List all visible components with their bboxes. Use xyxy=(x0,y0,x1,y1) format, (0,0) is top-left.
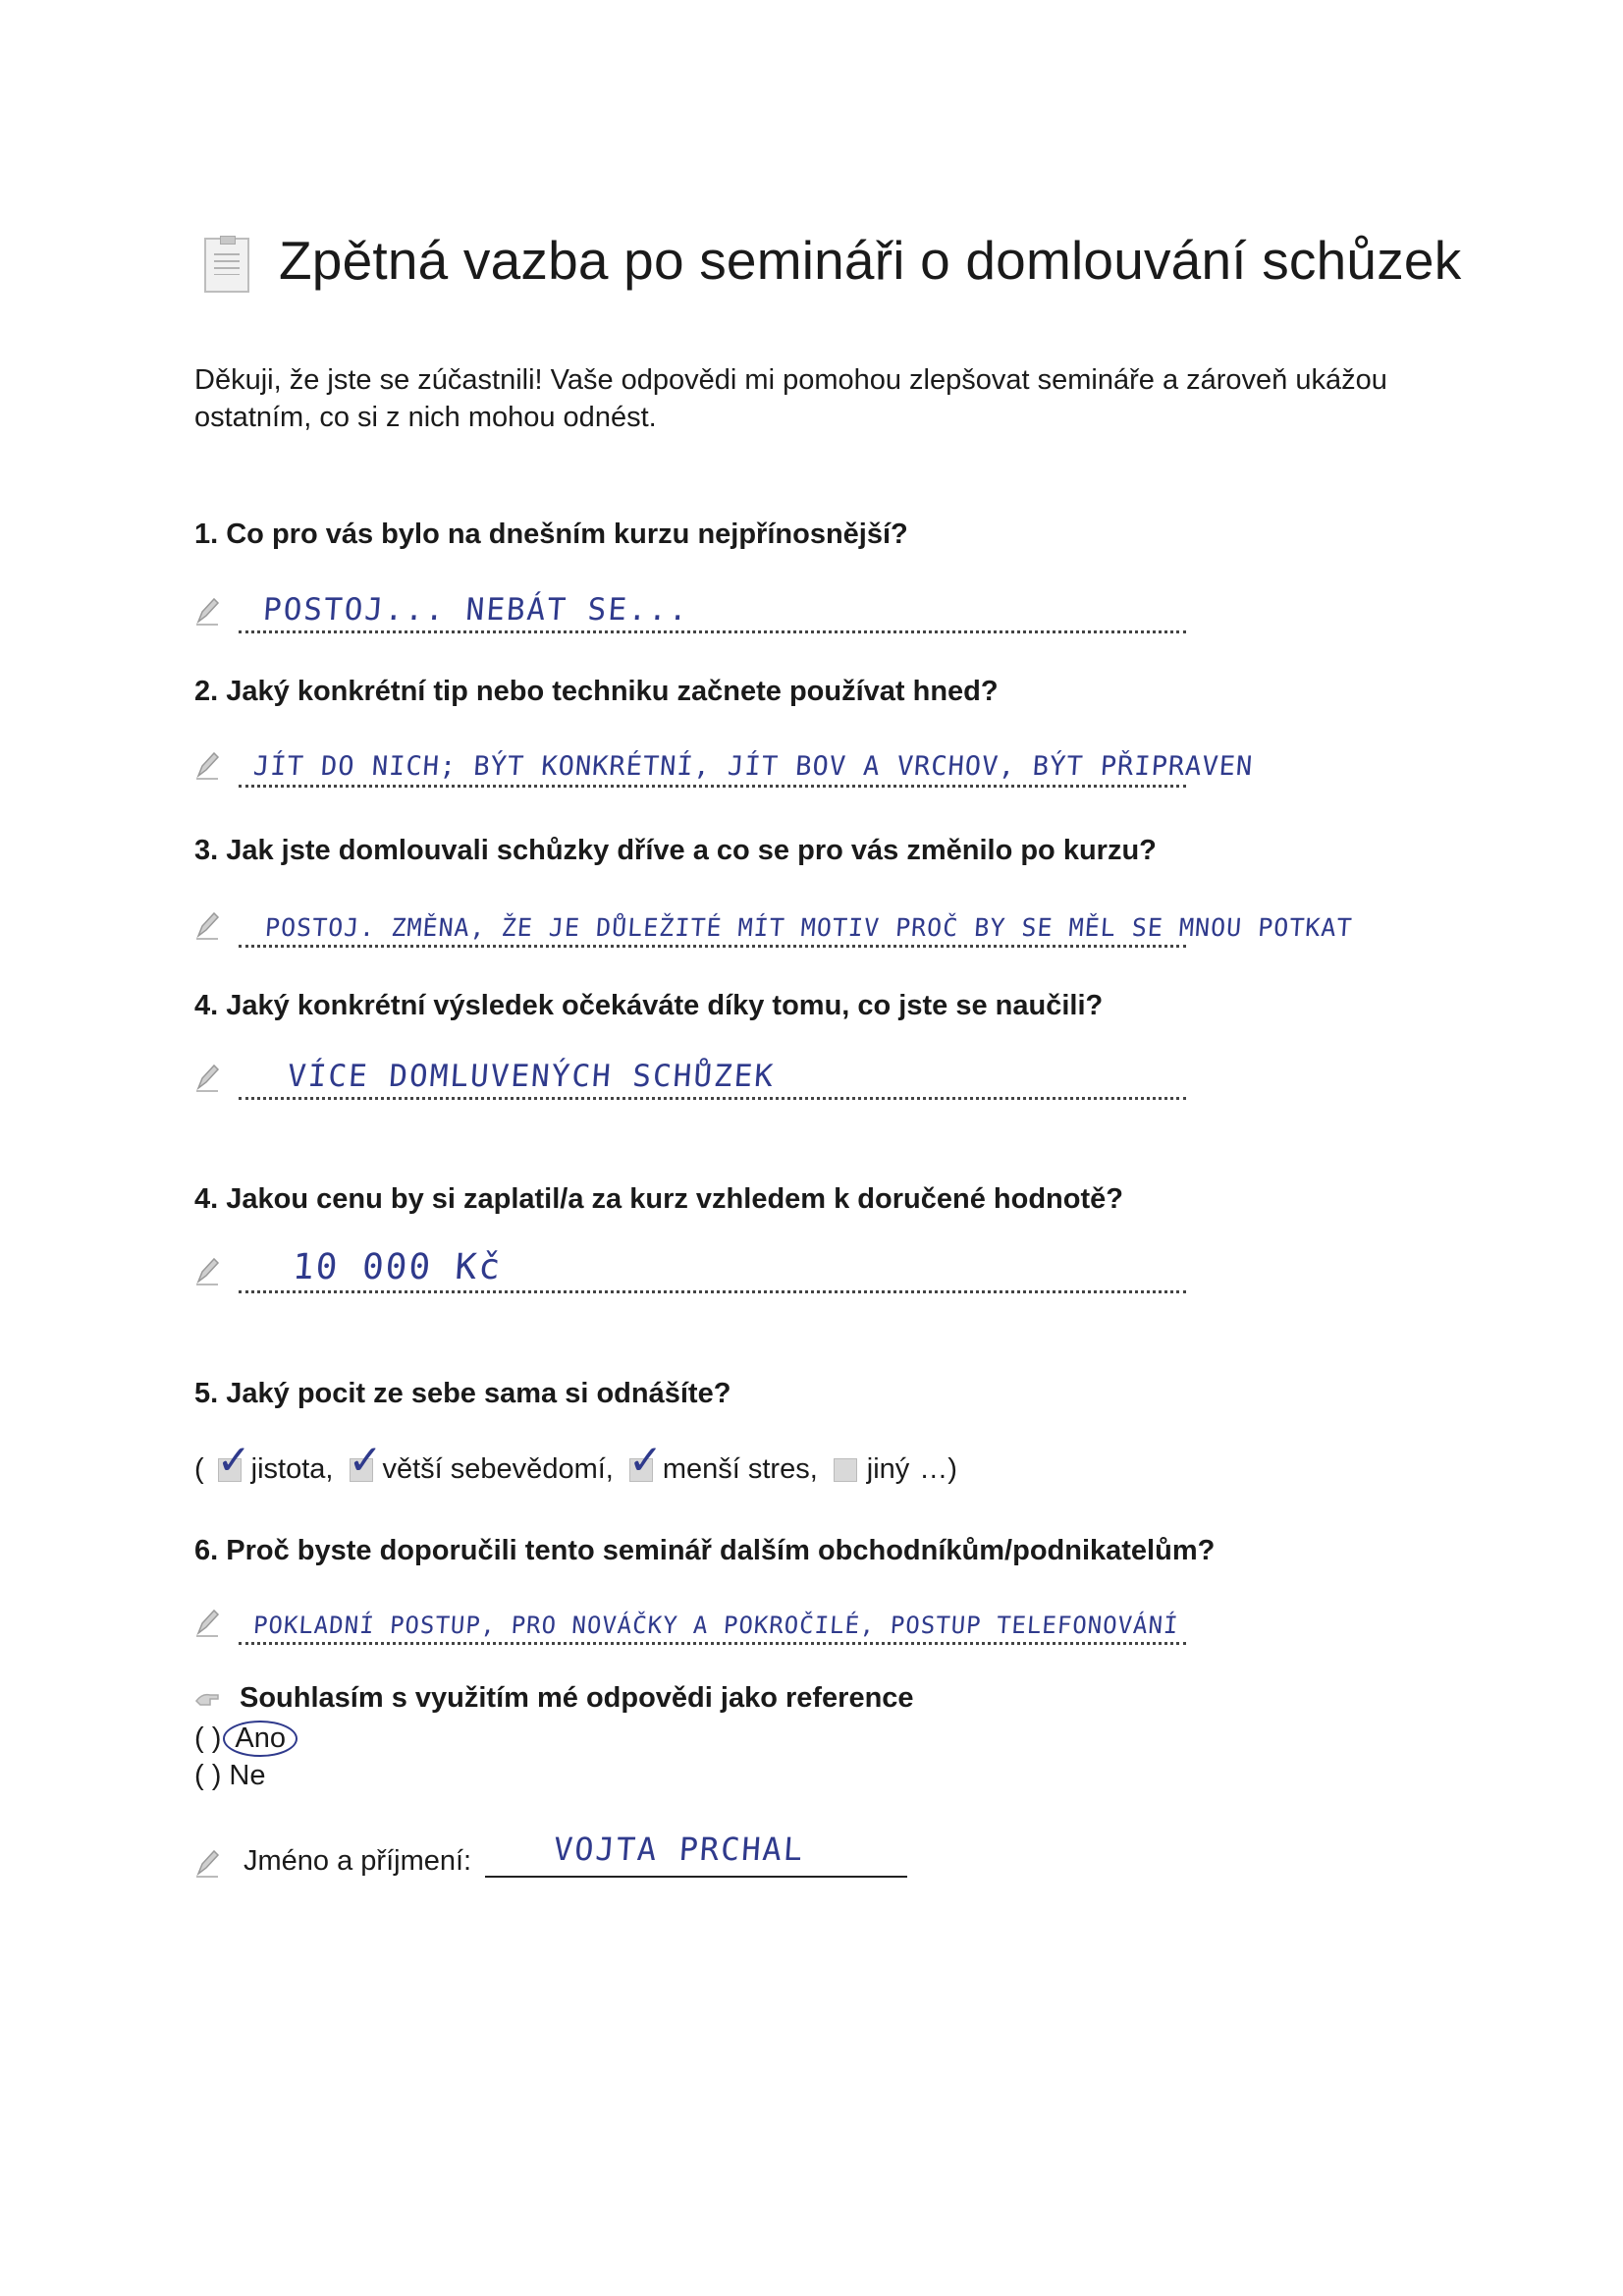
pencil-icon xyxy=(194,750,220,780)
question-2-label: 2. Jaký konkrétní tip nebo techniku začnete používat hned? xyxy=(194,676,999,707)
question-4-answer-field[interactable] xyxy=(194,1051,1186,1100)
question-2-answer: JÍT DO NICH; BÝT KONKRÉTNÍ, JÍT BOV A VRCHOV, BÝT PŘIPRAVEN xyxy=(251,751,1255,782)
answer-dotted-line xyxy=(239,945,1186,948)
question-price-label: 4. Jakou cenu by si zaplatil/a za kurz vzhledem k doručené hodnotě? xyxy=(194,1183,1123,1215)
question-6-label: 6. Proč byste doporučili tento seminář dalším obchodníkům/podnikatelům? xyxy=(194,1535,1216,1566)
name-input[interactable] xyxy=(485,1831,907,1878)
question-price-answer-field[interactable] xyxy=(194,1244,1186,1293)
answer-dotted-line xyxy=(239,1290,1186,1293)
checkbox-jistota[interactable] xyxy=(218,1458,242,1482)
answer-dotted-line xyxy=(239,1097,1186,1100)
consent-header xyxy=(194,1682,914,1715)
clipboard-icon xyxy=(204,238,249,293)
checkbox-jiny[interactable] xyxy=(834,1458,857,1482)
question-6-answer: POKLADNÍ POSTUP, PRO NOVÁČKY A POKROČILÉ, POSTUP TELEFONOVÁNÍ xyxy=(252,1612,1180,1639)
question-6-answer-field[interactable] xyxy=(194,1596,1186,1645)
consent-title: Souhlasím s využitím mé odpovědi jako reference xyxy=(240,1682,914,1714)
radio-ano[interactable]: ( ) xyxy=(194,1722,222,1754)
checkbox-vetsi-sebevedomi[interactable] xyxy=(350,1458,373,1482)
form-title: Zpětná vazba po semináři o domlouvání schůzek xyxy=(279,230,1462,291)
answer-dotted-line xyxy=(239,1642,1186,1645)
option-mensi-stres-label: menší stres, xyxy=(662,1453,818,1485)
option-jiny-label: jiný xyxy=(866,1453,910,1485)
question-3-answer: POSTOJ. ZMĚNA, ŽE JE DŮLEŽITÉ MÍT MOTIV PROČ BY SE MĚL SE MNOU POTKAT xyxy=(263,913,1354,942)
pencil-icon xyxy=(194,596,220,626)
name-value: VOJTA PRCHAL xyxy=(552,1831,806,1868)
question-4-answer: VÍCE DOMLUVENÝCH SCHŮZEK xyxy=(286,1059,777,1094)
question-3-answer-field[interactable] xyxy=(194,899,1354,948)
checkbox-mensi-stres[interactable] xyxy=(629,1458,653,1482)
question-1-label: 1. Co pro vás bylo na dnešním kurzu nejpřínosnější? xyxy=(194,519,908,550)
consent-option-ano[interactable] xyxy=(194,1721,298,1757)
question-2-answer-field[interactable] xyxy=(194,738,1255,788)
hand-icon xyxy=(194,1689,220,1709)
answer-dotted-line xyxy=(239,785,1186,788)
pencil-icon xyxy=(194,1608,220,1637)
form-header xyxy=(204,228,1461,293)
option-jistota-label: jistota, xyxy=(250,1453,334,1485)
question-price-answer: 10 000 Kč xyxy=(291,1247,504,1287)
options-close: …) xyxy=(919,1453,957,1485)
pencil-icon xyxy=(194,1848,220,1878)
option-vetsi-sebevedomi-label: větší sebevědomí, xyxy=(382,1453,614,1485)
form-intro: Děkuji, že jste se zúčastnili! Vaše odpovědi mi pomohou zlepšovat semináře a zároveň ukážou ostatním, co si z nich mohou odnést. xyxy=(194,364,1387,433)
question-3-label: 3. Jak jste domlouvali schůzky dříve a co se pro vás změnilo po kurzu? xyxy=(194,835,1157,866)
question-5-label: 5. Jaký pocit ze sebe sama si odnášíte? xyxy=(194,1378,731,1409)
options-open-paren: ( xyxy=(194,1453,204,1485)
consent-ano-label: Ano xyxy=(223,1721,298,1757)
question-4-label: 4. Jaký konkrétní výsledek očekáváte díky tomu, co jste se naučili? xyxy=(194,990,1104,1021)
consent-option-ne[interactable]: ( ) Ne xyxy=(194,1760,266,1791)
name-label: Jméno a příjmení: xyxy=(243,1845,472,1877)
name-row xyxy=(194,1831,907,1878)
question-1-answer-field[interactable] xyxy=(194,584,1186,633)
question-1-answer: POSTOJ... NEBÁT SE... xyxy=(261,592,691,628)
pencil-icon xyxy=(194,1256,220,1285)
answer-dotted-line xyxy=(239,630,1186,633)
pencil-icon xyxy=(194,1063,220,1092)
pencil-icon xyxy=(194,910,220,940)
feeling-options xyxy=(194,1453,957,1486)
